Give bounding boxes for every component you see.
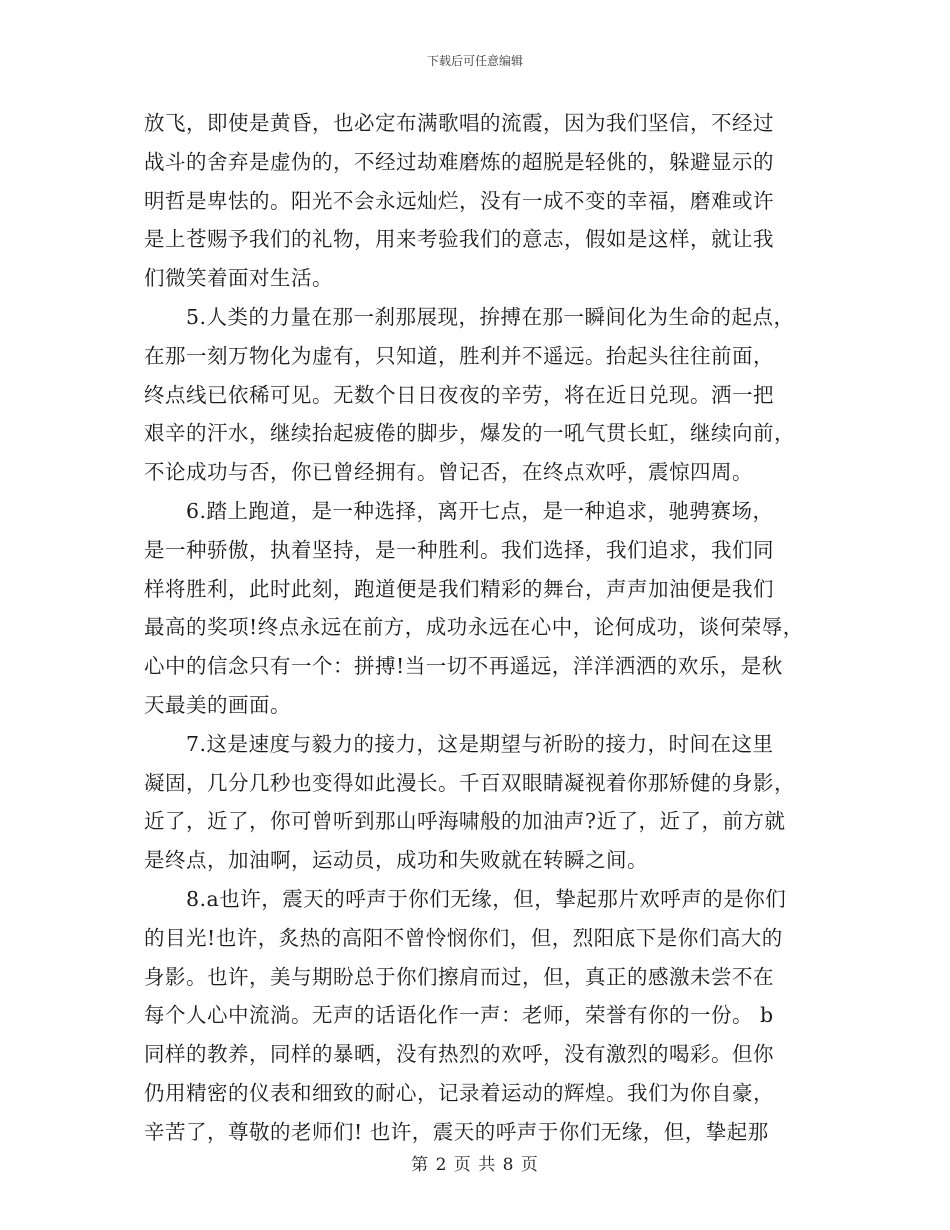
text-line: 凝固，几分几秒也变得如此漫长。千百双眼睛凝视着你那矫健的身影，	[144, 770, 795, 795]
document-body	[144, 104, 824, 1152]
text-line: 艰辛的汗水，继续抬起疲倦的脚步，爆发的一吼气贯长虹，继续向前，	[144, 421, 795, 446]
text-line: 的目光!也许，炙热的高阳不曾怜悯你们，但，烈阳底下是你们高大的	[144, 925, 783, 950]
text-line: 身影。也许，美与期盼总于你们擦肩而过，但，真正的感激未尝不在	[144, 964, 774, 989]
text-line: 心中的信念只有一个：拼搏!当一切不再遥远，洋洋洒洒的欢乐，是秋	[144, 654, 783, 679]
text-line: 终点线已依稀可见。无数个日日夜夜的辛劳，将在近日兑现。洒一把	[144, 382, 774, 407]
text-line: 不论成功与否，你已曾经拥有。曾记否，在终点欢呼，震惊四周。	[144, 460, 753, 485]
page-footer: 第 2 页 共 8 页	[411, 1155, 539, 1175]
text-line: 明哲是卑怯的。阳光不会永远灿烂，没有一成不变的幸福，磨难或许	[144, 188, 774, 213]
text-line: 每个人心中流淌。无声的话语化作一声：老师，荣誉有你的一份。 b	[144, 1003, 774, 1028]
paragraph-start-6: 6.踏上跑道，是一种选择，离开七点，是一种追求，驰骋赛场，	[186, 498, 774, 523]
text-line: 样将胜利，此时此刻，跑道便是我们精彩的舞台，声声加油便是我们	[144, 576, 774, 601]
text-line: 是上苍赐予我们的礼物，用来考验我们的意志，假如是这样，就让我	[144, 227, 774, 252]
text-line: 天最美的画面。	[144, 692, 291, 717]
paragraph-start-7: 7.这是速度与毅力的接力，这是期望与祈盼的接力，时间在这里	[186, 731, 774, 756]
text-line: 放飞，即使是黄昏，也必定布满歌唱的流霞，因为我们坚信，不经过	[144, 111, 774, 135]
text-line: 是终点，加油啊，运动员，成功和失败就在转瞬之间。	[144, 848, 648, 873]
text-line: 战斗的舍弃是虚伪的，不经过劫难磨炼的超脱是轻佻的，躲避显示的	[144, 149, 774, 174]
text-line: 同样的教养，同样的暴晒，没有热烈的欢呼，没有激烈的喝彩。但你	[144, 1042, 774, 1067]
page-header: 下载后可任意编辑	[426, 54, 523, 68]
text-line: 们微笑着面对生活。	[144, 266, 333, 291]
text-line: 最高的奖项!终点永远在前方，成功永远在心中，论何成功，谈何荣辱，	[144, 615, 804, 640]
text-line: 辛苦了，尊敬的老师们! 也许，震天的呼声于你们无缘，但，挚起那	[144, 1119, 769, 1144]
text-line: 是一种骄傲，执着坚持，是一种胜利。我们选择，我们追求，我们同	[144, 537, 774, 562]
paragraph-start-5: 5.人类的力量在那一刹那展现，拚搏在那一瞬间化为生命的起点，	[186, 304, 795, 329]
text-line: 在那一刻万物化为虚有，只知道，胜利并不遥远。抬起头往往前面，	[144, 343, 774, 368]
paragraph-start-8: 8.a也许，震天的呼声于你们无缘，但，挚起那片欢呼声的是你们	[186, 886, 787, 911]
text-line: 近了，近了，你可曾听到那山呼海啸般的加油声?近了，近了，前方就	[144, 809, 786, 834]
text-line: 仍用精密的仪表和细致的耐心，记录着运动的辉煌。我们为你自豪，	[144, 1080, 774, 1105]
